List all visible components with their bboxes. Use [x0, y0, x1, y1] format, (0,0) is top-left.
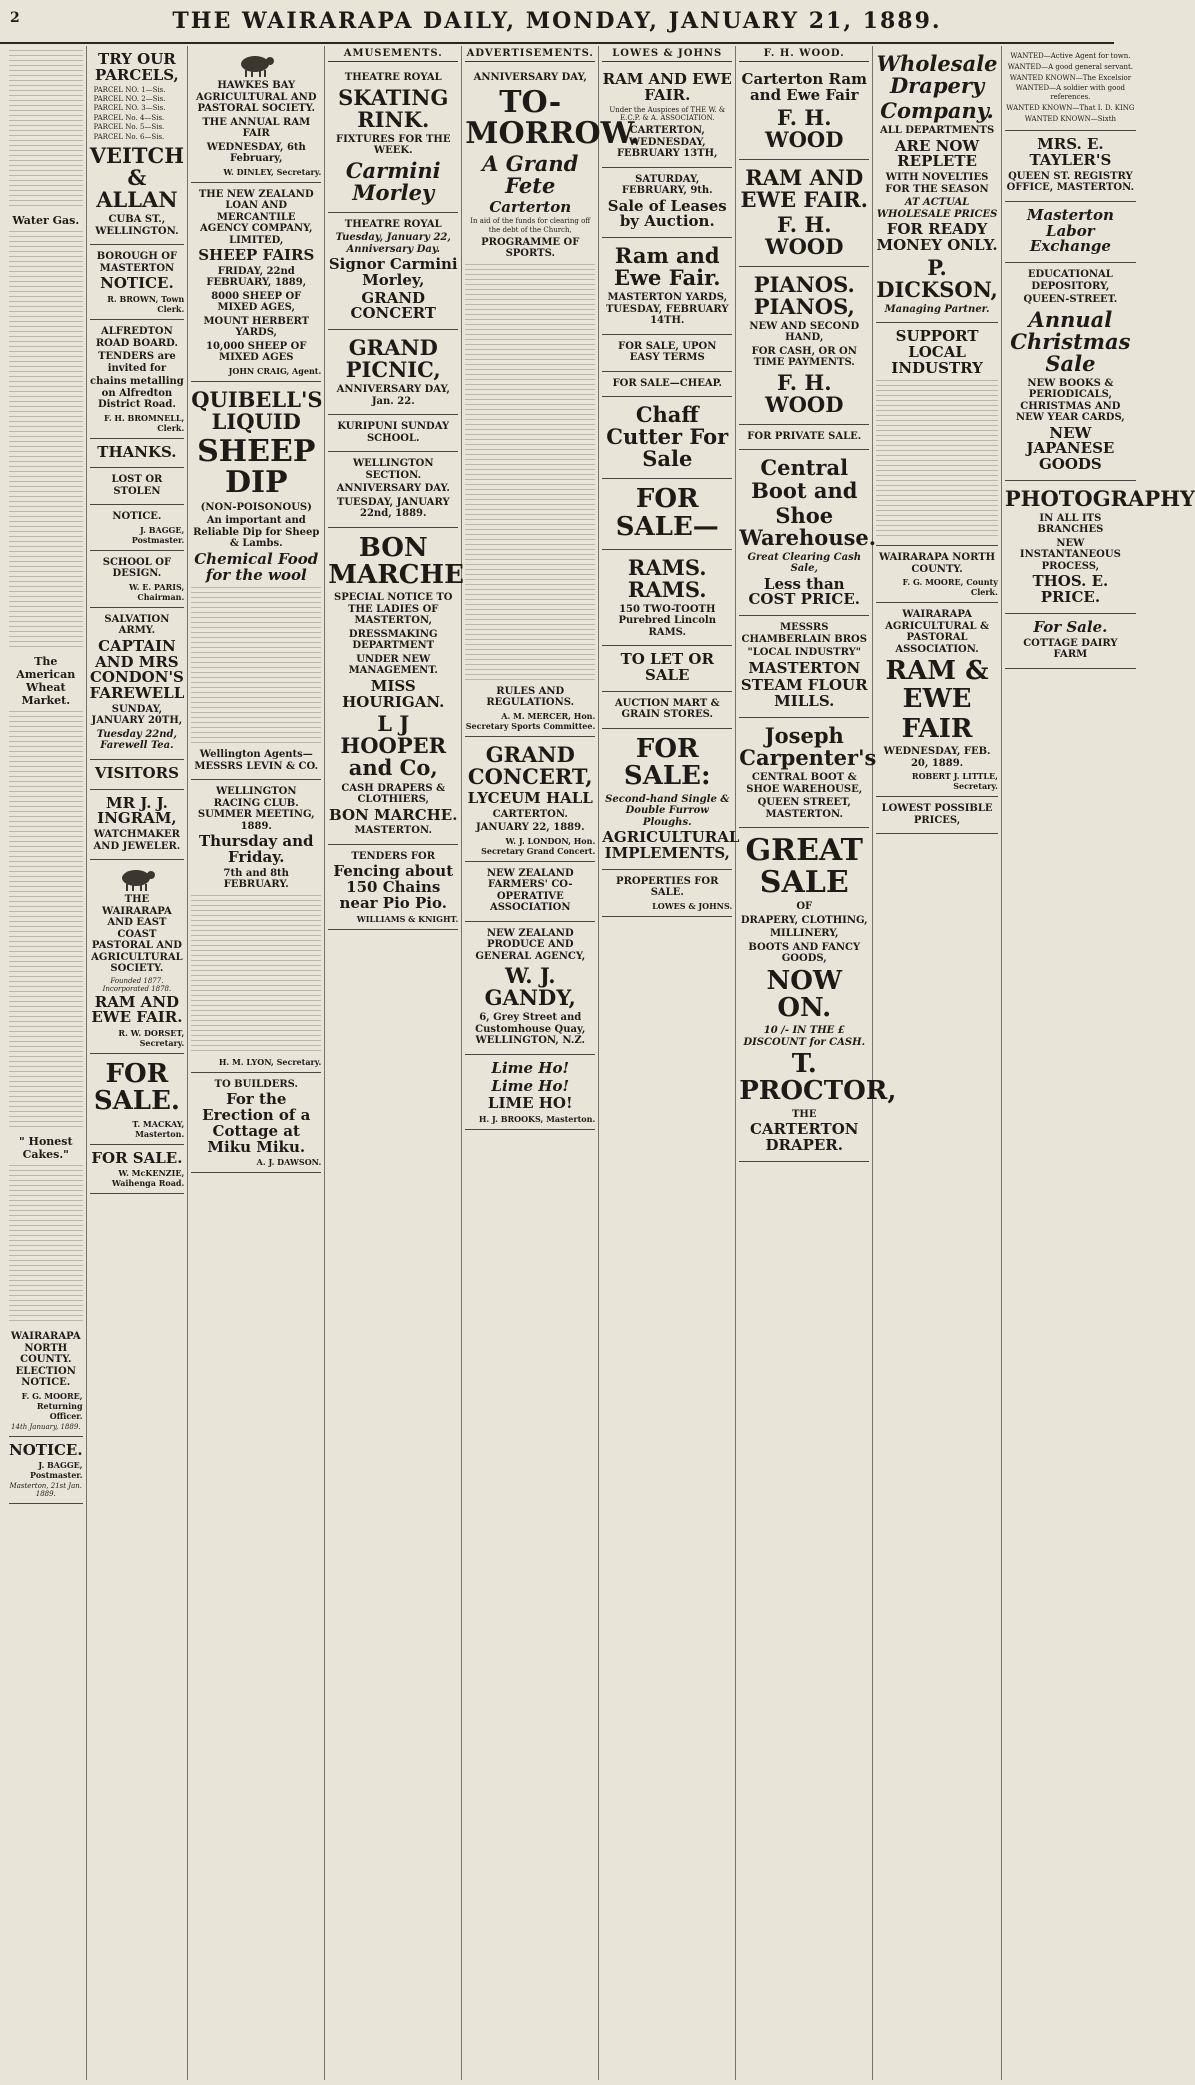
column-1 [6, 46, 87, 2080]
ad-subheading: WATCHMAKER AND JEWELER. [93, 829, 181, 852]
ad-title-2: FAIR [901, 714, 973, 745]
sheep-icon [233, 52, 279, 78]
ad-signature: T. MACKAY, Masterton. [132, 1118, 185, 1139]
ad-auction-mart [602, 692, 732, 729]
article-heading-wheat-market: The American Wheat Market. [16, 655, 76, 707]
article-text-block [9, 231, 83, 651]
ad-detail: NEW JAPANESE GOODS [1026, 423, 1115, 474]
ad-picnic [328, 330, 458, 415]
ad-item: BOOTS AND FANCY GOODS, [748, 941, 861, 964]
ad-ram-ewe-fair [876, 603, 998, 797]
ad-lost [90, 468, 185, 505]
ad-heading: NOTICE. [112, 511, 162, 523]
ad-builders [191, 1073, 321, 1174]
ad-heading: Central Boot and [751, 455, 858, 503]
ad-agents: Wellington Agents—MESSRS LEVIN & CO. [194, 749, 319, 772]
column-7 [736, 46, 897, 2080]
ad-chamberlain [739, 616, 869, 718]
ad-subheading: NEW AND SECOND HAND, [749, 320, 860, 344]
ad-subheading: QUEEN ST. REGISTRY OFFICE, MASTERTON. [1006, 170, 1135, 194]
ad-detail: Under the Auspices of THE W. & E.C.P. & A. ASSOCIATION. [609, 105, 726, 123]
ad-signature: A. M. MERCER, Hon. Secretary Sports Committee. [465, 710, 596, 731]
column-6 [599, 46, 740, 2080]
ad-notice [90, 505, 185, 551]
ad-heading: RAM AND EWE FAIR. [602, 70, 732, 104]
ad-heading: FOR SALE, UPON EASY TERMS [618, 340, 717, 364]
ad-heading: SCHOOL OF DESIGN. [102, 556, 172, 580]
ad-photography [1004, 481, 1195, 614]
ad-date: MASTERTON YARDS, TUESDAY, FEBRUARY 14TH. [605, 292, 729, 327]
ad-auctioneer: F. H. WOOD [765, 211, 844, 259]
article-text-block [9, 1165, 83, 1325]
ad-heading: GRAND PICNIC, [345, 335, 441, 383]
parcel-item: PARCEL No. 4—Sis. [93, 113, 165, 122]
ad-subheading: CAPTAIN AND MRS CONDON'S FAREWELL [89, 636, 185, 703]
ad-hawkes-bay [191, 46, 321, 183]
ad-subheading: Fencing about 150 Chains near Pio Pio. [333, 862, 454, 912]
ad-election-notice [9, 1325, 83, 1437]
ad-heading: RAM AND EWE FAIR. [740, 164, 868, 212]
ad-heading: FOR SALE—CHEAP. [612, 377, 722, 389]
ad-dairy-farm [1005, 614, 1136, 669]
ad-parcel-list [94, 86, 181, 143]
newspaper-title: THE WAIRARAPA DAILY, MONDAY, JANUARY 21, 1889. [172, 8, 942, 34]
ad-carterton-ram [739, 66, 869, 160]
ad-heading-3: LIME HO! [487, 1094, 573, 1113]
ad-heading: Joseph Carpenter's [739, 722, 877, 770]
ad-labour-exchange [1005, 202, 1136, 263]
ad-subheading: THE ANNUAL RAM FAIR [202, 116, 311, 139]
ad-heading: HAWKES BAY AGRICULTURAL AND PASTORAL SOCIETY. [196, 80, 317, 114]
ad-heading: LOWEST POSSIBLE PRICES, [881, 803, 993, 826]
ad-date: Tuesday, January 22, Anniversary Day. [335, 232, 451, 255]
ad-item: MILLINERY, [769, 928, 839, 939]
ad-heading: EDUCATIONAL DEPOSITORY, [1027, 269, 1113, 292]
ad-firm-sub: CASH DRAPERS & CLOTHIERS, [341, 782, 446, 806]
column-3 [188, 46, 325, 2080]
ad-bon-marche [328, 528, 464, 845]
ad-auctioneer: F. H. WOOD [765, 369, 844, 417]
ad-address: QUEEN STREET, MASTERTON. [757, 797, 851, 820]
ad-signature: F. G. MOORE, County Clerk. [902, 577, 998, 598]
ad-heading: Sale of Leases by Auction. [607, 196, 727, 231]
ad-subheading: Great Clearing Cash Sale, [747, 551, 861, 575]
ad-for-sale [90, 1054, 185, 1145]
ad-heading: QUIBELL'S LIQUID [191, 386, 323, 434]
ad-subheading: SHEEP FAIRS [198, 246, 315, 264]
ad-date: WEDNESDAY, 6th February, [206, 141, 306, 164]
ad-signature: J. BAGGE, Postmaster. [131, 524, 185, 545]
ad-detail: In aid of the funds for clearing off the debt of the Church, [470, 217, 591, 235]
ad-sunday-school [328, 415, 458, 452]
ad-performer: Carmini Morley [345, 157, 441, 205]
article-text-block [9, 50, 83, 210]
ad-nz-loan [191, 183, 321, 382]
ad-heading: TRY OUR PARCELS, [95, 50, 179, 84]
ad-wanted-item: WANTED KNOWN—The Excelsior [1009, 73, 1132, 82]
ad-title: RAM & EWE [885, 656, 989, 714]
ad-heading: VISITORS [94, 763, 179, 782]
ad-date: Masterton, 21st Jan. 1889. [9, 1482, 83, 1499]
ad-subheading: For the Erection of a Cottage at Miku Miku. [202, 1090, 311, 1156]
ad-text-block [191, 587, 321, 747]
ad-subheading: TENDERS are invited for [98, 351, 176, 374]
ad-heading: THANKS. [97, 442, 177, 461]
ad-product-name: SHEEP DIP [197, 433, 316, 501]
ad-firm-name: W. J. GANDY, [484, 963, 576, 1011]
ad-detail: Tuesday 22nd, Farewell Tea. [96, 728, 178, 752]
ad-road-board [90, 320, 185, 439]
ad-signature: J. BAGGE, Postmaster. [30, 1460, 83, 1481]
ad-heading: FOR SALE— [615, 484, 719, 542]
ad-heading: THE WAIRARAPA AND EAST COAST PASTORAL AND AGRICULTURAL SOCIETY. [91, 894, 183, 975]
ad-text-block [191, 895, 321, 1055]
ad-text-block [465, 264, 595, 684]
ad-word: OF [796, 901, 813, 912]
ad-date: CARTERTON, WEDNESDAY, FEBRUARY 13TH, [616, 125, 718, 159]
ad-now-on: NOW ON. [766, 965, 843, 1023]
ad-wanted [1005, 46, 1136, 131]
ad-detail: 8000 SHEEP OF MIXED AGES, [211, 290, 302, 314]
ad-date: 14th January, 1889. [11, 1422, 81, 1431]
ad-detail: 150 TWO-TOOTH Purebred Lincoln RAMS. [618, 603, 716, 638]
ad-salvation-army [90, 608, 185, 760]
ad-rams [602, 550, 732, 647]
ad-subheading: SPECIAL NOTICE TO THE LADIES OF MASTERTON, [334, 592, 453, 627]
ad-heading: MR J. J. INGRAM, [97, 793, 177, 828]
ad-line: WITH NOVELTIES FOR THE SEASON [885, 172, 989, 195]
ad-signature: W. McKENZIE, Waihenga Road. [111, 1168, 185, 1189]
ad-item: DRAPERY, CLOTHING, [740, 914, 868, 926]
ad-wanted-item: WANTED—Active Agent for town. [1010, 52, 1131, 60]
ad-heading: NEW ZEALAND FARMERS' CO-OPERATIVE ASSOCIATION [486, 867, 574, 914]
ad-slogan: Chemical Food for the wool [194, 549, 319, 584]
ad-subheading: CENTRAL BOOT & SHOE WAREHOUSE, [746, 772, 863, 795]
ad-date: TUESDAY, JANUARY 22nd, 1889. [336, 496, 450, 520]
ad-date: SATURDAY, FEBRUARY, 9th. [621, 173, 713, 196]
ad-address: 6, Grey Street and Customhouse Quay, WELLINGTON, N.Z. [475, 1012, 586, 1047]
ad-thanks [90, 439, 185, 469]
ad-subheading: GRAND CONCERT [350, 288, 436, 323]
ad-line: FOR READY MONEY ONLY. [876, 220, 998, 254]
ad-place: CARTERTON. [492, 808, 568, 820]
ad-signature: W. J. LONDON, Hon. Secretary Grand Concert. [481, 835, 596, 856]
ad-signature: LOWES & JOHNS. [652, 900, 733, 911]
ad-farmers [465, 862, 595, 922]
ad-title: TO-MORROW. [465, 84, 641, 151]
ad-heading: FOR SALE. [93, 1059, 180, 1117]
ad-date: FRIDAY, 22nd FEBRUARY, 1889, [206, 265, 307, 289]
ad-performer: Signor Carmini Morley, [328, 255, 458, 289]
ad-heading: Masterton Labor Exchange [1026, 205, 1114, 256]
ad-ingram [90, 790, 185, 861]
ad-racing-club [191, 780, 321, 1073]
ad-signature: W. E. PARIS, Chairman. [128, 581, 185, 602]
ad-lowest-prices [876, 797, 998, 834]
ad-detail: NEW INSTANTANEOUS PROCESS, [1019, 537, 1121, 572]
ad-signature: R. BROWN, Town Clerk. [107, 294, 185, 315]
parcel-item: PARCEL NO. 2—Sis. [93, 94, 166, 103]
sheep-icon [114, 866, 160, 892]
ad-subheading: PROGRAMME OF SPORTS. [481, 236, 580, 260]
ad-signature: A. J. DAWSON. [256, 1157, 322, 1168]
ad-cheap [602, 372, 732, 398]
ad-partner-title: Managing Partner. [884, 303, 990, 315]
column-4 [325, 46, 462, 2080]
ad-lyceum [465, 737, 595, 862]
ad-local-industry [876, 323, 998, 546]
ad-signature: W. DINLEY, Secretary. [223, 166, 322, 177]
ad-detail: FOR CASH, OR ON TIME PAYMENTS. [751, 345, 857, 369]
article-text-block [9, 711, 83, 1131]
column-heading-amusements: AMUSEMENTS. [328, 46, 458, 62]
ad-heading: WELLINGTON RACING CLUB. SUMMER MEETING, 1889. [197, 786, 315, 832]
ad-subheading: COTTAGE DAIRY FARM [1023, 637, 1118, 661]
article-heading-water-gas: Water Gas. [12, 214, 80, 227]
ad-heading: TO LET OR SALE [620, 650, 714, 685]
ad-title: Annual Christmas Sale [1010, 306, 1131, 376]
ad-tagline: CARTERTON DRAPER. [749, 1120, 859, 1154]
ad-auctioneer: F. H. WOOD [765, 104, 844, 152]
ad-heading: MESSRS CHAMBERLAIN BROS [741, 622, 867, 645]
ad-subheading: RULES AND REGULATIONS. [486, 685, 575, 709]
ad-heading: For Sale. [1033, 617, 1108, 636]
ad-wanted-item: WANTED KNOWN—Sixth [1024, 114, 1117, 123]
ad-heading: ANNIVERSARY DAY, [473, 72, 587, 83]
ad-wellington-section [328, 452, 458, 528]
ad-firm-name: L J HOOPER and Co, [340, 711, 447, 781]
ad-wholesale-drapery [876, 46, 998, 323]
ad-signature: R. W. DORSET, Secretary. [118, 1028, 185, 1049]
ad-heading: PHOTOGRAPHY [1004, 485, 1195, 511]
parcel-item: PARCEL No. 5—Sis. [93, 123, 165, 132]
ad-ram-ewe-fair-2 [602, 238, 732, 335]
ad-proprietor: T. PROCTOR, [739, 1049, 897, 1107]
ad-detail: BON MARCHE. [329, 805, 458, 824]
ad-detail: UNDER NEW MANAGEMENT. [348, 653, 438, 677]
ad-date: SUNDAY, JANUARY 20TH, [91, 703, 183, 727]
ad-great-sale [739, 828, 897, 1162]
ad-date: ANNIVERSARY DAY, Jan. 22. [336, 384, 450, 407]
page-number: 2 [10, 10, 20, 26]
ad-signature: F. G. MOORE, Returning Officer. [21, 1390, 83, 1421]
ad-detail: Less than COST PRICE. [748, 574, 861, 609]
ad-signature: JOHN CRAIG, Agent. [228, 365, 322, 376]
ad-heading: BON MARCHE [328, 532, 464, 591]
ad-wanted-item: WANTED—A good general servant. [1007, 62, 1134, 71]
ad-heading: WAIRARAPA AGRICULTURAL & PASTORAL ASSOCIATION. [885, 609, 990, 655]
ad-pianos [739, 267, 869, 425]
ad-subheading: NOTICE. [100, 274, 174, 293]
ad-detail: AGRICULTURAL IMPLEMENTS, [602, 828, 740, 862]
ad-parcels [90, 46, 185, 245]
ad-text-block [876, 380, 998, 540]
ad-heading: THEATRE ROYAL [344, 72, 442, 83]
ad-signature: H. J. BROOKS, Masterton. [478, 1114, 596, 1125]
ad-heading: Carterton Ram and Ewe Fair [741, 70, 867, 104]
ad-line: ARE NOW REPLETE [894, 136, 980, 171]
ad-for-sale-2 [90, 1145, 185, 1195]
column-8 [873, 46, 1002, 2080]
ad-subheading: ANNIVERSARY DAY. [336, 483, 450, 495]
ad-detail: 10,000 SHEEP OF MIXED AGES [206, 340, 307, 364]
ad-fencing [328, 845, 458, 930]
ad-wanted-item: WANTED KNOWN—That I. D. KING [1006, 103, 1135, 112]
ad-subheading: RAM AND EWE FAIR. [91, 992, 183, 1027]
ad-gandy [465, 922, 595, 1055]
parcel-item: PARCEL NO. 3—Sis. [93, 104, 166, 113]
ad-subheading: Second-hand Single & Double Furrow Ploughs. [605, 793, 730, 828]
ad-heading: LOST OR STOLEN [111, 474, 163, 497]
ad-heading: PROPERTIES FOR SALE. [616, 875, 719, 899]
article-heading-honest-cakes: " Honest Cakes." [19, 1135, 73, 1161]
ad-signature: ROBERT J. LITTLE, Secretary. [911, 771, 998, 792]
ad-heading: WAIRARAPA NORTH COUNTY. ELECTION NOTICE. [10, 1331, 81, 1388]
ad-subheading: IN ALL ITS BRANCHES [1037, 512, 1104, 536]
ad-heading: THEATRE ROYAL [344, 218, 442, 230]
ad-detail: Founded 1877. Incorporated 1878. [102, 976, 172, 993]
ad-heading: NEW ZEALAND PRODUCE AND GENERAL AGENCY, [475, 927, 586, 962]
ad-heading: TENDERS FOR [351, 850, 436, 862]
ad-heading-2: Lime Ho! [491, 1076, 570, 1095]
ad-heading: WAIRARAPA NORTH COUNTY. [879, 552, 996, 575]
ad-to-let [602, 646, 732, 692]
ad-heading: GRAND CONCERT, [467, 741, 593, 789]
ad-wairarapa-north [876, 546, 998, 603]
ad-quibell [191, 382, 321, 781]
ad-subheading: FIXTURES FOR THE WEEK. [336, 133, 451, 157]
ad-for-sale [602, 479, 732, 550]
ad-heading-2: Company. [880, 98, 994, 124]
ad-detail: MOUNT HERBERT YARDS, [203, 315, 310, 339]
ad-skating-rink [328, 66, 458, 213]
ad-firm-name: VEITCH & ALLAN [89, 143, 185, 213]
ad-heading: AUCTION MART & GRAIN STORES. [614, 697, 720, 721]
ad-line: AT ACTUAL WHOLESALE PRICES [876, 197, 998, 220]
ad-central-boot [739, 450, 877, 616]
ad-heading: NOTICE. [9, 1440, 83, 1459]
ad-heading: Lime Ho! [491, 1058, 570, 1077]
ad-subtitle: A Grand Fete [482, 150, 579, 198]
ad-signature: H. M. LYON, Secretary. [218, 1056, 322, 1067]
ad-educational [1005, 263, 1136, 481]
ad-borough [90, 245, 185, 320]
ad-ram-ewe-fair [602, 66, 732, 168]
ad-subheading: MASTERTON [748, 658, 861, 677]
ad-heading: TO BUILDERS. [214, 1078, 298, 1090]
ad-heading: FOR PRIVATE SALE. [747, 430, 862, 442]
ad-detail: chains metalling on Alfredton District Road. [90, 376, 184, 411]
ad-association [90, 860, 185, 1054]
column-2 [87, 46, 189, 2080]
ad-signature: F. H. BROMNELL, Clerk. [103, 412, 185, 433]
ad-school [90, 551, 185, 608]
ad-ram-ewe [739, 160, 869, 267]
ad-heading: KURIPUNI SUNDAY SCHOOL. [337, 421, 450, 444]
column-5 [462, 46, 641, 2080]
ad-firm-address: CUBA ST., WELLINGTON. [95, 214, 179, 237]
ad-address: QUEEN-STREET. [1023, 294, 1118, 305]
ad-leases [602, 168, 732, 239]
ad-heading: FOR SALE: [623, 733, 711, 792]
ad-properties [602, 870, 732, 917]
ad-partner: P. DICKSON, [876, 254, 998, 302]
ad-registry [1005, 131, 1136, 202]
ad-detail: MASTERTON. [354, 825, 432, 837]
ad-signature: WILLIAMS & KNIGHT. [356, 913, 459, 924]
ad-heading: PIANOS. PIANOS, [753, 271, 855, 319]
ad-place: Carterton [489, 197, 572, 216]
ad-proprietor: THOS. E. PRICE. [1032, 572, 1109, 607]
ad-heading: RAMS. RAMS. [627, 554, 707, 602]
parcel-item: PARCEL No. 6—Sis. [93, 132, 165, 141]
parcel-item: PARCEL NO. 1—Sis. [93, 85, 166, 94]
ad-heading: Ram and Ewe Fair. [613, 243, 721, 291]
ad-heading: SALVATION ARMY. [104, 613, 170, 637]
column-heading-lowes: LOWES & JOHNS [602, 46, 732, 62]
ad-title: SKATING RINK. [338, 84, 449, 132]
ad-subheading: Thursday and Friday. [198, 832, 314, 867]
ad-date: WEDNESDAY, FEB. 20, 1889. [883, 746, 991, 769]
ad-chaff-cutter [602, 397, 732, 479]
columns [6, 46, 1195, 2080]
ad-heading-2: Shoe Warehouse. [739, 502, 877, 550]
ad-private-sale [739, 425, 869, 451]
ad-lime [465, 1055, 595, 1130]
column-heading-advertisements: ADVERTISEMENTS. [465, 46, 595, 62]
ad-carpenter [739, 718, 877, 828]
ad-date: 7th and 8th FEBRUARY. [223, 867, 289, 891]
ad-heading: FOR SALE. [91, 1148, 183, 1167]
ad-heading: SUPPORT LOCAL INDUSTRY [891, 327, 983, 377]
ad-discount: 10 /- IN THE £ DISCOUNT for CASH. [743, 1025, 866, 1048]
ad-visitors [90, 760, 185, 790]
ad-subheading: (NON-POISONOUS) [200, 501, 312, 513]
ad-line: ALL DEPARTMENTS [879, 125, 995, 137]
ad-detail: MISS HOURIGAN. [342, 676, 445, 711]
ad-concert [328, 213, 458, 331]
ad-detail: DRESSMAKING DEPARTMENT [348, 628, 438, 652]
ad-wanted-item: WANTED—A soldier with good references. [1015, 84, 1126, 101]
ad-ploughs [602, 729, 740, 870]
ad-heading: GREAT SALE [745, 833, 863, 900]
ad-detail: NEW BOOKS & PERIODICALS, CHRISTMAS AND NEW YEAR CARDS, [1015, 377, 1125, 424]
column-heading-fh-wood: F. H. WOOD. [739, 46, 869, 62]
ad-heading: ALFREDTON ROAD BOARD. [95, 326, 178, 349]
ad-heading: Wholesale Drapery [876, 51, 998, 99]
ad-heading: MRS. E. TAYLER'S [1029, 135, 1112, 169]
ad-heading: BOROUGH OF MASTERTON [96, 251, 178, 274]
ad-easy-terms [602, 335, 732, 372]
masthead [0, 0, 1114, 44]
ad-heading: THE NEW ZEALAND LOAN AND MERCANTILE AGENCY COMPANY, LIMITED, [198, 188, 314, 246]
ad-word: THE [791, 1108, 817, 1120]
ad-tagline: An important and Reliable Dip for Sheep & Lambs. [193, 515, 320, 550]
ad-heading: WELLINGTON SECTION. [352, 458, 434, 481]
ad-grand-fete [465, 66, 641, 737]
ad-subheading: LYCEUM HALL [467, 788, 593, 807]
ad-date: JANUARY 22, 1889. [475, 822, 585, 834]
ad-heading: Chaff Cutter For Sale [606, 402, 729, 472]
ad-subheading-2: STEAM FLOUR MILLS. [740, 676, 868, 711]
ad-slogan: "LOCAL INDUSTRY" [747, 647, 861, 659]
column-9 [1002, 46, 1195, 2080]
ad-postal-notice [9, 1437, 83, 1505]
